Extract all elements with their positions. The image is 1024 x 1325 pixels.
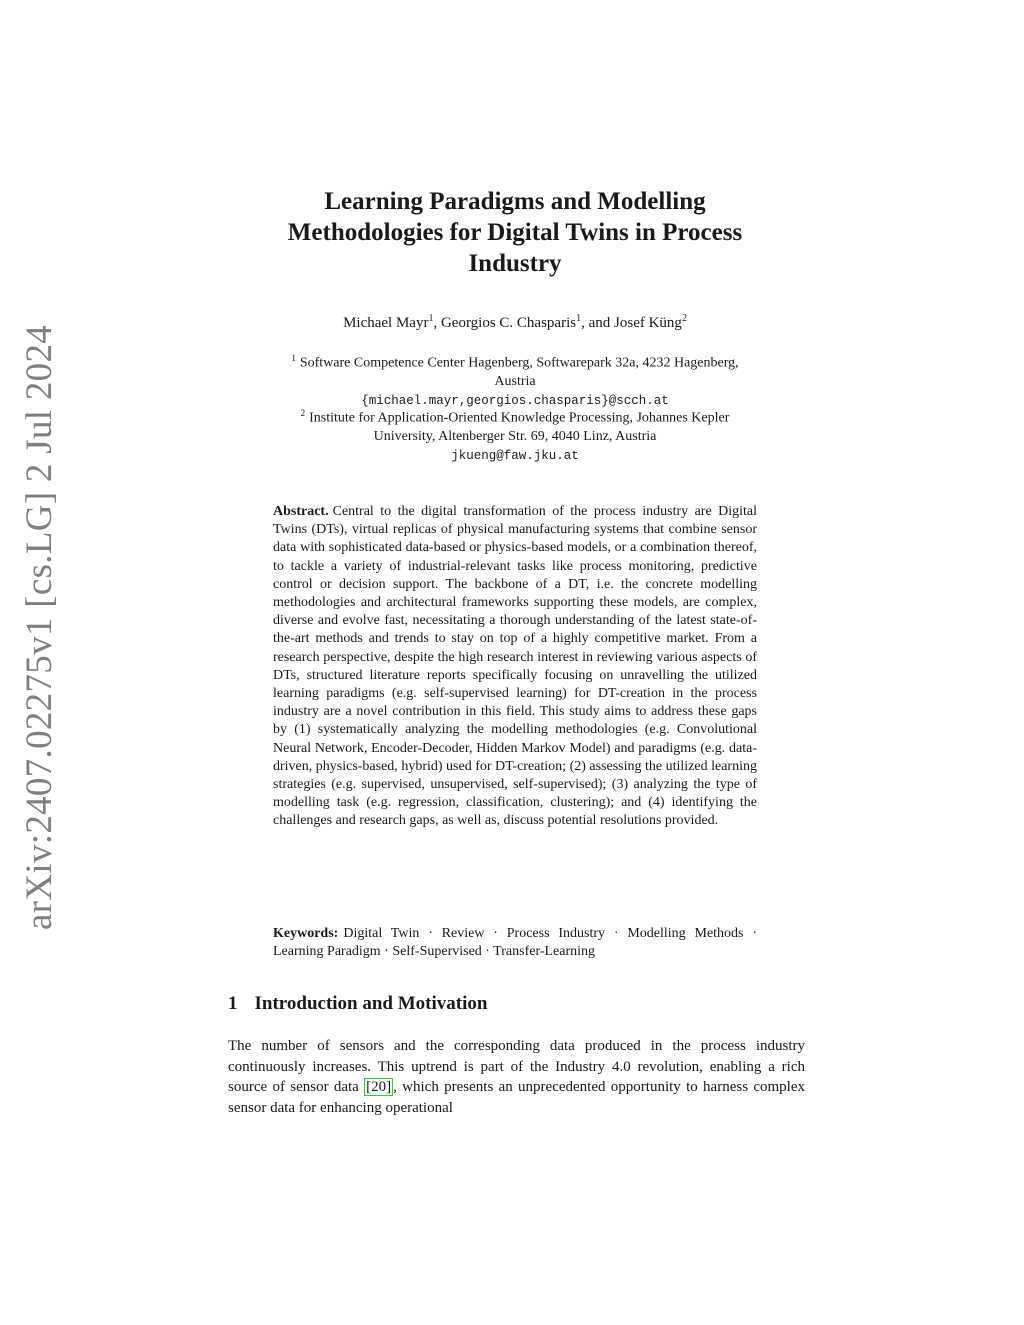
title-line: Industry xyxy=(468,250,562,277)
author-affiliation-mark: 2 xyxy=(681,313,687,324)
affiliation-email[interactable]: jkueng@faw.jku.at xyxy=(451,448,579,463)
author-separator: , xyxy=(433,315,441,331)
abstract-label: Abstract. xyxy=(273,504,329,519)
affiliation-mark: 2 xyxy=(300,408,306,418)
affiliation-address-line2: University, Altenberger Str. 69, 4040 Linz, Austria xyxy=(373,429,657,445)
affiliation-mark: 1 xyxy=(291,353,296,363)
citation-link[interactable]: [20] xyxy=(366,1079,392,1095)
affiliation-1 xyxy=(230,349,800,410)
abstract xyxy=(273,503,757,831)
section-title: Introduction and Motivation xyxy=(254,993,488,1014)
affiliation-address: Software Competence Center Hagenberg, Softwarepark 32a, 4232 Hagenberg, xyxy=(299,355,739,371)
affiliation-country: Austria xyxy=(494,374,536,390)
keywords-text: Digital Twin · Review · Process Industry · Modelling Methods · Learning Paradigm · Self-Supervised · Transfer-Learning xyxy=(273,926,757,960)
author-list xyxy=(230,313,800,332)
paper-title xyxy=(230,186,800,279)
author-name: Georgios C. Chasparis xyxy=(440,315,577,331)
author-separator: , and xyxy=(581,315,615,331)
affiliation-email[interactable]: {michael.mayr,georgios.chasparis}@scch.at xyxy=(361,393,669,408)
author-name: Josef Küng xyxy=(614,315,682,331)
keywords-label: Keywords: xyxy=(273,926,339,941)
section-heading xyxy=(228,993,487,1015)
title-line: Methodologies for Digital Twins in Process xyxy=(287,219,743,246)
affiliation-address: Institute for Application-Oriented Knowledge Processing, Johannes Kepler xyxy=(309,410,730,426)
author-affiliation-mark: 1 xyxy=(428,313,434,324)
section-number: 1 xyxy=(228,993,238,1014)
author-name: Michael Mayr xyxy=(343,315,429,331)
affiliation-2 xyxy=(230,404,800,465)
intro-paragraph xyxy=(228,1036,805,1118)
arxiv-identifier: arXiv:2407.02275v1 [cs.LG] 2 Jul 2024 xyxy=(19,324,60,930)
title-line: Learning Paradigms and Modelling xyxy=(324,188,706,215)
author-affiliation-mark: 1 xyxy=(576,313,582,324)
paragraph-text: The number of sensors and the corresponding data produced in the process industry continuously increases. This uptrend is part of the Industry 4.0 revolution, enabling a rich source of sensor data xyxy=(228,1038,805,1095)
keywords xyxy=(273,925,757,961)
paragraph-text: , which presents an unprecedented opportunity to harness complex sensor data for enhancing operational xyxy=(228,1079,805,1116)
abstract-text: Central to the digital transformation of the process industry are Digital Twins (DTs), virtual replicas of physical manufacturing systems that combine sensor data with sophisticated data-based or physics-based models, or a combination thereof, to tackle a variety of industrial-relevant tasks like process monitoring, predictive control or decision support. The backbone of a DT, i.e. the concrete modelling methodologies and architectural frameworks supporting these models, are complex, diverse and evolve fast, necessitating a thorough understanding of the latest state-of-the-art methods and trends to stay on top of a highly competitive market. From a research perspective, despite the high research interest in reviewing various aspects of DTs, structured literature reports specifically focusing on unravelling the utilized learning paradigms (e.g. self-supervised learning) for DT-creation in the process industry are a novel contribution in this field. This study aims to address these gaps by (1) systematically analyzing the modelling methodologies (e.g. Convolutional Neural Network, Encoder-Decoder, Hidden Markov Model) and paradigms (e.g. data-driven, physics-based, hybrid) used for DT-creation; (2) assessing the utilized learning strategies (e.g. supervised, unsupervised, self-supervised); (3) analyzing the type of modelling task (e.g. regression, classification, clustering); and (4) identifying the challenges and research gaps, as well as, discuss potential resolutions provided. xyxy=(273,504,757,829)
